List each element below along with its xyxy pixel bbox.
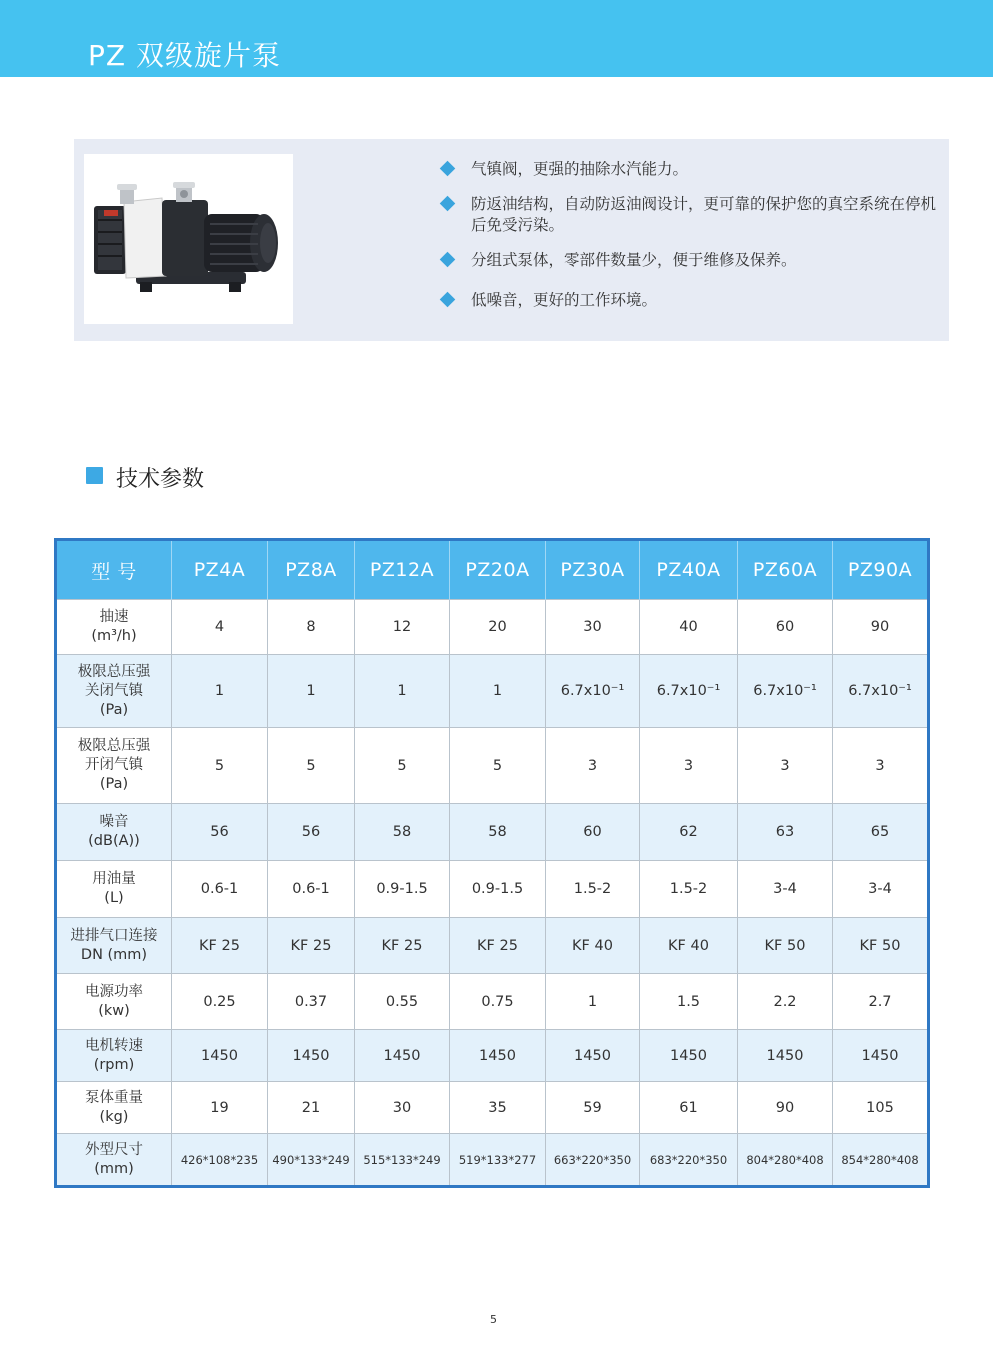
table-cell: 0.75	[450, 974, 546, 1030]
row-label	[56, 600, 172, 655]
table-cell: 3	[738, 728, 833, 804]
table-cell: 56	[268, 804, 355, 861]
row-label	[56, 974, 172, 1030]
diamond-bullet-icon	[440, 292, 456, 308]
table-cell: 1450	[172, 1030, 268, 1082]
table-cell: 1	[546, 974, 640, 1030]
table-cell: 0.6-1	[268, 861, 355, 918]
table-cell: KF 40	[546, 918, 640, 974]
square-bullet-icon	[86, 467, 103, 484]
table-row	[56, 861, 929, 918]
model-header: PZ60A	[738, 540, 833, 600]
table-cell: 804*280*408	[738, 1134, 833, 1187]
table-cell: 1	[450, 655, 546, 728]
table-cell: 0.6-1	[172, 861, 268, 918]
table-row	[56, 655, 929, 728]
table-cell: 0.9-1.5	[450, 861, 546, 918]
table-cell: 21	[268, 1082, 355, 1134]
table-cell: 5	[355, 728, 450, 804]
table-row	[56, 918, 929, 974]
table-cell: 1450	[355, 1030, 450, 1082]
table-row	[56, 1082, 929, 1134]
row-label-line: 电源功率	[85, 983, 143, 1000]
row-label-line: 外型尺寸	[85, 1141, 143, 1158]
row-label-line: 用油量	[92, 871, 136, 887]
table-cell: 0.9-1.5	[355, 861, 450, 918]
table-cell: 19	[172, 1082, 268, 1134]
table-row	[56, 974, 929, 1030]
table-row	[56, 1134, 929, 1187]
header-label: 型 号	[56, 540, 172, 600]
table-cell: 3	[546, 728, 640, 804]
row-label	[56, 1030, 172, 1082]
row-label-line: (dB(A))	[88, 833, 140, 849]
table-cell: KF 25	[355, 918, 450, 974]
model-header: PZ20A	[450, 540, 546, 600]
feature-text: 防返油结构，自动防返油阀设计，更可靠的保护您的真空系统在停机后免受污染。	[471, 195, 937, 234]
feature-list	[439, 159, 939, 311]
feature-item	[439, 290, 939, 311]
row-label	[56, 804, 172, 861]
row-label-line: 关闭气镇	[85, 682, 143, 699]
table-cell: 519*133*277	[450, 1134, 546, 1187]
row-label-line: 电机转速	[85, 1037, 143, 1054]
feature-item	[439, 159, 939, 180]
model-header: PZ8A	[268, 540, 355, 600]
row-label	[56, 861, 172, 918]
model-header: PZ90A	[833, 540, 929, 600]
table-cell: 1.5-2	[640, 861, 738, 918]
feature-text: 低噪音，更好的工作环境。	[471, 291, 658, 309]
row-label-line: (L)	[104, 890, 124, 906]
table-cell: 63	[738, 804, 833, 861]
row-label-line: (Pa)	[99, 701, 129, 718]
model-header: PZ12A	[355, 540, 450, 600]
table-cell: 1	[172, 655, 268, 728]
model-header: PZ4A	[172, 540, 268, 600]
table-cell: 1	[355, 655, 450, 728]
table-cell: 60	[546, 804, 640, 861]
table-cell: 8	[268, 600, 355, 655]
row-label-line: DN (mm)	[80, 946, 148, 963]
table-cell: 90	[833, 600, 929, 655]
table-cell: 65	[833, 804, 929, 861]
table-cell: 1450	[738, 1030, 833, 1082]
table-cell: 1450	[640, 1030, 738, 1082]
table-cell: 0.37	[268, 974, 355, 1030]
model-header: PZ30A	[546, 540, 640, 600]
table-cell: 0.55	[355, 974, 450, 1030]
row-label	[56, 728, 172, 804]
table-cell: 854*280*408	[833, 1134, 929, 1187]
feature-text: 分组式泵体，零部件数量少，便于维修及保养。	[471, 251, 797, 269]
table-cell: 12	[355, 600, 450, 655]
vacuum-pump-image	[84, 154, 293, 324]
table-cell: 4	[172, 600, 268, 655]
row-label-line: (m³/h)	[91, 628, 137, 644]
table-cell: 1	[268, 655, 355, 728]
table-cell: 490*133*249	[268, 1134, 355, 1187]
row-label	[56, 1082, 172, 1134]
table-cell: 1450	[450, 1030, 546, 1082]
table-cell: 663*220*350	[546, 1134, 640, 1187]
table-row	[56, 600, 929, 655]
table-cell: 30	[355, 1082, 450, 1134]
feature-item	[439, 250, 939, 271]
table-cell: KF 40	[640, 918, 738, 974]
row-label-line: (kg)	[99, 1108, 129, 1125]
table-cell: 58	[450, 804, 546, 861]
diamond-bullet-icon	[440, 196, 456, 212]
row-label-line: (kw)	[98, 1002, 130, 1019]
table-cell: 105	[833, 1082, 929, 1134]
table-cell: 60	[738, 600, 833, 655]
table-cell: 3	[833, 728, 929, 804]
feature-panel	[74, 139, 949, 341]
model-header: PZ40A	[640, 540, 738, 600]
table-cell: 6.7x10⁻¹	[640, 655, 738, 728]
table-cell: 426*108*235	[172, 1134, 268, 1187]
table-cell: 58	[355, 804, 450, 861]
table-cell: 3	[640, 728, 738, 804]
table-cell: 5	[450, 728, 546, 804]
page-header	[0, 0, 993, 77]
table-cell: 61	[640, 1082, 738, 1134]
page-number: 5	[490, 1313, 497, 1326]
table-cell: 683*220*350	[640, 1134, 738, 1187]
table-cell: 59	[546, 1082, 640, 1134]
table-cell: KF 25	[268, 918, 355, 974]
spec-table	[54, 538, 930, 1188]
row-label-line: 极限总压强	[77, 738, 151, 754]
table-cell: 30	[546, 600, 640, 655]
table-cell: 62	[640, 804, 738, 861]
table-cell: 5	[172, 728, 268, 804]
table-cell: 0.25	[172, 974, 268, 1030]
diamond-bullet-icon	[440, 161, 456, 177]
table-cell: 6.7x10⁻¹	[738, 655, 833, 728]
row-label-line: (Pa)	[99, 776, 129, 792]
table-cell: KF 25	[450, 918, 546, 974]
table-cell: KF 25	[172, 918, 268, 974]
page-title: PZ 双级旋片泵	[88, 39, 281, 72]
table-cell: 6.7x10⁻¹	[833, 655, 929, 728]
feature-item	[439, 194, 939, 236]
table-cell: 35	[450, 1082, 546, 1134]
table-cell: 6.7x10⁻¹	[546, 655, 640, 728]
row-label-line: (rpm)	[93, 1056, 135, 1073]
row-label	[56, 655, 172, 728]
table-cell: 1450	[833, 1030, 929, 1082]
table-cell: 515*133*249	[355, 1134, 450, 1187]
table-cell: 56	[172, 804, 268, 861]
table-cell: 1.5-2	[546, 861, 640, 918]
table-cell: 2.7	[833, 974, 929, 1030]
row-label-line: 极限总压强	[77, 663, 151, 680]
table-cell: 3-4	[833, 861, 929, 918]
feature-text: 气镇阀，更强的抽除水汽能力。	[471, 160, 689, 178]
table-row	[56, 1030, 929, 1082]
row-label	[56, 918, 172, 974]
row-label	[56, 1134, 172, 1187]
table-cell: 20	[450, 600, 546, 655]
table-cell: 5	[268, 728, 355, 804]
table-row	[56, 728, 929, 804]
product-photo	[84, 154, 293, 324]
row-label-line: (mm)	[94, 1160, 134, 1177]
table-cell: 1450	[268, 1030, 355, 1082]
table-cell: 90	[738, 1082, 833, 1134]
row-label-line: 噪音	[99, 814, 129, 830]
table-cell: 1450	[546, 1030, 640, 1082]
table-cell: KF 50	[833, 918, 929, 974]
row-label-line: 开闭气镇	[85, 757, 143, 773]
table-cell: 40	[640, 600, 738, 655]
diamond-bullet-icon	[440, 252, 456, 268]
table-row	[56, 804, 929, 861]
section-title: 技术参数	[116, 467, 205, 492]
table-cell: 3-4	[738, 861, 833, 918]
table-cell: KF 50	[738, 918, 833, 974]
row-label-line: 进排气口连接	[70, 927, 158, 944]
row-label-line: 泵体重量	[85, 1089, 143, 1106]
table-cell: 1.5	[640, 974, 738, 1030]
table-cell: 2.2	[738, 974, 833, 1030]
table-header-row	[56, 540, 929, 600]
row-label-line: 抽速	[99, 609, 129, 625]
